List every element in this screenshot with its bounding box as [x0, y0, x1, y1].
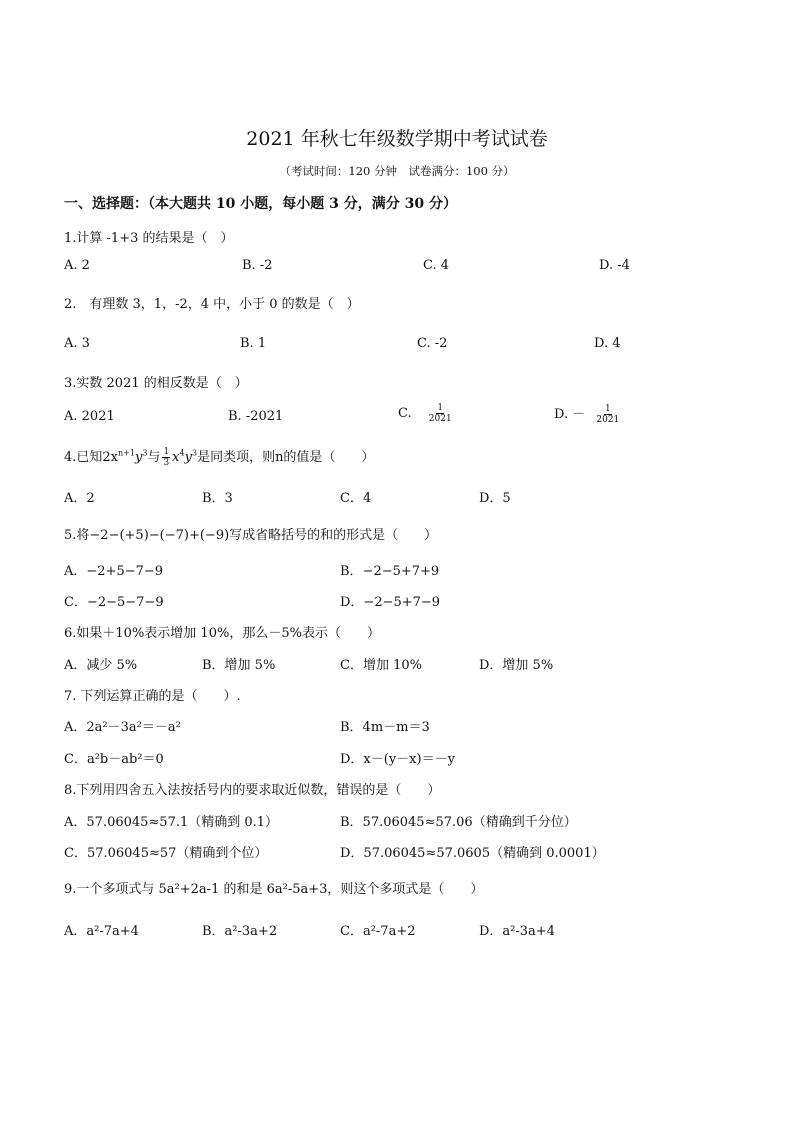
- question-1-option-d: D. -4: [599, 258, 630, 273]
- question-7-option-c: C．a²b－ab²＝0: [64, 752, 164, 767]
- option-d-label: D. －: [554, 407, 586, 422]
- question-3-option-b: B. -2021: [228, 409, 284, 424]
- question-4-option-b: B．3: [202, 491, 233, 506]
- question-6-option-a: A．减少 5%: [64, 658, 138, 673]
- question-2-stem: 2. 有理数 3，1，-2，4 中，小于 0 的数是（ ）: [64, 297, 360, 312]
- section-heading: 一、选择题：（本大题共 10 小题，每小题 3 分，满分 30 分）: [64, 196, 457, 212]
- question-7-option-b: B．4m－m＝3: [340, 720, 430, 735]
- term-1-variable: y: [134, 450, 143, 465]
- question-3-option-a: A. 2021: [64, 409, 115, 424]
- question-1-option-c: C. 4: [423, 258, 450, 273]
- question-8-option-a: A．57.06045≈57.1（精确到 0.1）: [64, 815, 279, 830]
- question-4-stem: [64, 446, 374, 468]
- question-9-option-c: C．a²-7a+2: [340, 924, 416, 939]
- fraction: [595, 404, 620, 425]
- question-3-stem: 3.实数 2021 的相反数是（ ）: [64, 376, 248, 391]
- question-9-option-d: D．a²-3a+4: [479, 924, 555, 939]
- fraction-numerator: 1: [437, 403, 444, 413]
- connector: 与: [147, 450, 161, 465]
- term-1-y-exponent: 3: [142, 448, 148, 458]
- question-7-stem: 7. 下列运算正确的是（ ）.: [64, 689, 241, 704]
- exam-info: （考试时间：120 分钟 试卷满分：100 分）: [279, 164, 515, 178]
- term-2-y: y: [184, 450, 192, 465]
- question-9-option-b: B．a²-3a+2: [202, 924, 278, 939]
- fraction: [162, 447, 170, 468]
- fraction-denominator: 2021: [596, 415, 620, 425]
- question-1-option-a: A. 2: [64, 258, 90, 273]
- term-1-coefficient: 2x: [102, 450, 119, 465]
- question-4-option-c: C．4: [340, 491, 372, 506]
- question-8-option-b: B．57.06045≈57.06（精确到千分位）: [340, 815, 577, 830]
- question-1-stem: 1.计算 -1+3 的结果是（ ）: [64, 231, 234, 246]
- fraction-numerator: 1: [604, 404, 611, 414]
- question-9-stem: 9.一个多项式与 5a²+2a-1 的和是 6a²-5a+3，则这个多项式是（ ）: [64, 882, 484, 897]
- question-3-option-d: [554, 403, 622, 425]
- question-9-option-a: A．a²-7a+4: [64, 924, 139, 939]
- question-7-option-a: A．2a²－3a²＝－a²: [64, 720, 181, 735]
- question-5-option-c: C．−2−5−7−9: [64, 595, 164, 610]
- question-3-option-c: [398, 403, 455, 424]
- question-2-option-c: C. -2: [417, 336, 448, 351]
- question-4-option-d: D．5: [479, 491, 511, 506]
- question-5-option-d: D．−2−5+7−9: [340, 595, 441, 610]
- fraction-denominator: 3: [163, 458, 170, 468]
- fraction: [428, 403, 453, 424]
- term-2-x: x: [172, 450, 180, 465]
- question-5-stem: 5.将−2−(+5)−(−7)+(−9)写成省略括号的和的形式是（ ）: [64, 528, 438, 543]
- term-2-x-exponent: 4: [179, 448, 185, 458]
- fraction-numerator: 1: [163, 447, 170, 457]
- question-5-option-a: A．−2+5−7−9: [64, 564, 164, 579]
- question-6-stem: 6.如果＋10%表示增加 10%，那么－5%表示（ ）: [64, 626, 380, 641]
- term-2-y-exponent: 3: [191, 448, 198, 458]
- question-6-option-d: D．增加 5%: [479, 658, 554, 673]
- question-2-option-b: B. 1: [240, 336, 267, 351]
- question-2-option-a: A. 3: [64, 336, 90, 351]
- question-8-stem: 8.下列用四舍五入法按括号内的要求取近似数，错误的是（ ）: [64, 783, 441, 798]
- fraction-denominator: 2021: [428, 414, 452, 424]
- question-8-option-d: D．57.06045≈57.0605（精确到 0.0001）: [340, 846, 605, 861]
- question-8-option-c: C．57.06045≈57（精确到个位）: [64, 846, 268, 861]
- question-5-option-b: B．−2−5+7+9: [340, 564, 440, 579]
- page-title: 2021 年秋七年级数学期中考试试卷: [246, 128, 548, 150]
- question-6-option-b: B．增加 5%: [202, 658, 276, 673]
- term-1-exponent: n+1: [118, 448, 135, 458]
- stem-prefix: 4.已知: [64, 450, 103, 465]
- question-2-option-d: D. 4: [594, 336, 621, 351]
- option-c-label: C.: [398, 406, 412, 421]
- question-6-option-c: C．增加 10%: [340, 658, 422, 673]
- question-7-option-d: D．x－(y－x)＝－y: [340, 752, 455, 767]
- question-1-option-b: B. -2: [242, 258, 273, 273]
- stem-suffix: 是同类项，则n的值是（ ）: [197, 450, 375, 465]
- question-4-option-a: A．2: [64, 491, 95, 506]
